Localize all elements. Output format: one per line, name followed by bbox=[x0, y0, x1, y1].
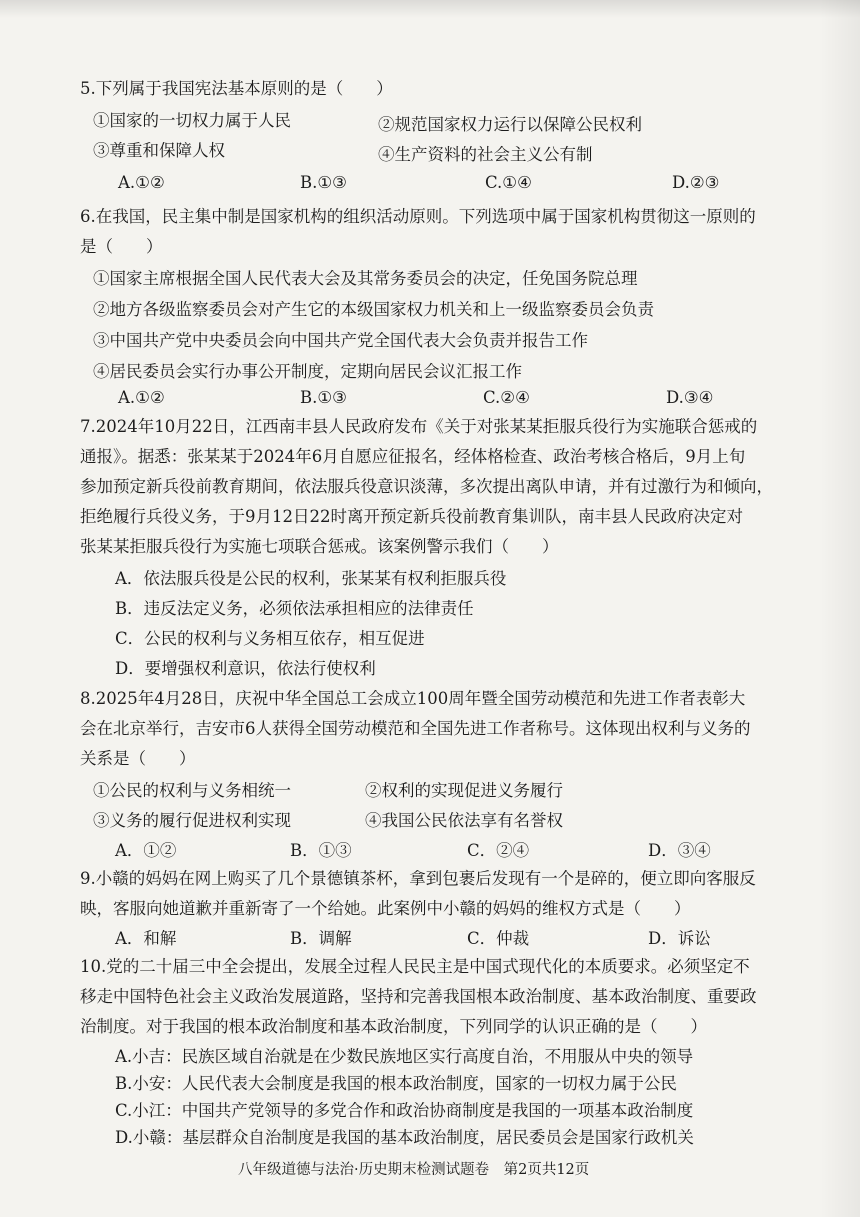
question-9-stem-line-1: 9.小赣的妈妈在网上购买了几个景德镇茶杯，拿到包裹后发现有一个是碎的，便立即向客服反 bbox=[80, 869, 756, 888]
question-10-option-c[interactable]: C.小江：中国共产党领导的多党合作和政治协商制度是我国的一项基本政治制度 bbox=[115, 1101, 694, 1120]
question-6-stem-line-1: 6.在我国，民主集中制是国家机构的组织活动原则。下列选项中属于国家机构贯彻这一原则的 bbox=[80, 207, 756, 226]
option-a[interactable]: A．①② bbox=[115, 841, 177, 860]
question-7-option-a[interactable]: A．依法服兵役是公民的权利，张某某有权利拒服兵役 bbox=[115, 569, 507, 588]
option-d[interactable]: D．诉讼 bbox=[648, 929, 711, 948]
question-6-item-3: ③中国共产党中央委员会向中国共产党全国代表大会负责并报告工作 bbox=[93, 331, 588, 350]
question-6-item-1: ①国家主席根据全国人民代表大会及其常务委员会的决定，任免国务院总理 bbox=[93, 269, 638, 288]
question-7-stem-line-5: 张某某拒服兵役行为实施七项联合惩戒。该案例警示我们（ ） bbox=[80, 537, 559, 556]
question-8-stem-line-3: 关系是（ ） bbox=[80, 749, 196, 768]
question-6-stem-line-2: 是（ ） bbox=[80, 237, 163, 256]
question-10-stem-line-2: 移走中国特色社会主义政治发展道路，坚持和完善我国根本政治制度、基本政治制度、重要政 bbox=[80, 987, 757, 1006]
option-b[interactable]: B．①③ bbox=[290, 841, 352, 860]
scan-shadow bbox=[0, 0, 860, 18]
question-7-option-d[interactable]: D．要增强权利意识，依法行使权利 bbox=[115, 659, 376, 678]
question-10-stem-line-1: 10.党的二十届三中全会提出，发展全过程人民民主是中国式现代化的本质要求。必须坚定不 bbox=[80, 957, 750, 976]
option-b[interactable]: B．调解 bbox=[290, 929, 352, 948]
question-7-stem-line-4: 拒绝履行兵役义务，于9月12日22时离开预定新兵役前教育集训队，南丰县人民政府决定对 bbox=[80, 507, 743, 526]
page-footer: 八年级道德与法治·历史期末检测试题卷 第2页共12页 bbox=[238, 1162, 590, 1178]
option-d[interactable]: D.③④ bbox=[666, 388, 714, 407]
question-8-options bbox=[0, 840, 860, 862]
option-a[interactable]: A．和解 bbox=[115, 929, 177, 948]
question-10-option-b[interactable]: B.小安：人民代表大会制度是我国的根本政治制度，国家的一切权力属于公民 bbox=[115, 1074, 677, 1093]
option-c[interactable]: C．仲裁 bbox=[467, 929, 530, 948]
question-8-item-3: ③义务的履行促进权利实现 bbox=[93, 811, 291, 830]
question-6-options bbox=[0, 387, 860, 409]
question-10-stem-line-3: 治制度。对于我国的根本政治制度和基本政治制度，下列同学的认识正确的是（ ） bbox=[80, 1017, 707, 1036]
option-b[interactable]: B.①③ bbox=[300, 173, 347, 192]
option-d[interactable]: D.②③ bbox=[672, 173, 720, 192]
option-b[interactable]: B.①③ bbox=[300, 388, 347, 407]
question-7-stem-line-3: 参加预定新兵役前教育期间，依法服兵役意识淡薄，多次提出离队申请，并有过激行为和倾向， bbox=[80, 477, 773, 496]
question-10-option-d[interactable]: D.小赣：基层群众自治制度是我国的基本政治制度，居民委员会是国家行政机关 bbox=[115, 1128, 694, 1147]
question-7-stem-line-1: 7.2024年10月22日，江西南丰县人民政府发布《关于对张某某拒服兵役行为实施联合惩戒的 bbox=[80, 417, 758, 436]
question-8-item-4: ④我国公民依法享有名誉权 bbox=[365, 811, 563, 830]
question-5-stem: 5.下列属于我国宪法基本原则的是（ ） bbox=[80, 79, 393, 98]
question-5-item-2: ②规范国家权力运行以保障公民权利 bbox=[378, 115, 642, 134]
option-d[interactable]: D．③④ bbox=[648, 841, 711, 860]
option-c[interactable]: C.②④ bbox=[483, 388, 530, 407]
question-5-item-4: ④生产资料的社会主义公有制 bbox=[378, 145, 593, 164]
option-c[interactable]: C.①④ bbox=[485, 173, 532, 192]
question-7-stem-line-2: 通报》。据悉：张某某于2024年6月自愿应征报名，经体格检查、政治考核合格后，9月上旬 bbox=[80, 447, 746, 466]
question-9-stem-line-2: 映，客服向她道歉并重新寄了一个给她。此案例中小赣的妈妈的维权方式是（ ） bbox=[80, 899, 691, 918]
question-10-option-a[interactable]: A.小吉：民族区域自治就是在少数民族地区实行高度自治，不用服从中央的领导 bbox=[115, 1047, 694, 1066]
question-6-item-4: ④居民委员会实行办事公开制度，定期向居民会议汇报工作 bbox=[93, 362, 522, 381]
question-6-item-2: ②地方各级监察委员会对产生它的本级国家权力机关和上一级监察委员会负责 bbox=[93, 300, 654, 319]
question-5-options bbox=[0, 172, 860, 194]
question-5-item-3: ③尊重和保障人权 bbox=[93, 141, 225, 160]
question-8-item-1: ①公民的权利与义务相统一 bbox=[93, 781, 291, 800]
option-a[interactable]: A.①② bbox=[118, 173, 165, 192]
question-9-options bbox=[0, 928, 860, 950]
question-5-item-1: ①国家的一切权力属于人民 bbox=[93, 111, 291, 130]
question-8-item-2: ②权利的实现促进义务履行 bbox=[365, 781, 563, 800]
question-7-option-c[interactable]: C．公民的权利与义务相互依存，相互促进 bbox=[115, 629, 425, 648]
question-7-option-b[interactable]: B．违反法定义务，必须依法承担相应的法律责任 bbox=[115, 599, 474, 618]
question-8-stem-line-2: 会在北京举行，吉安市6人获得全国劳动模范和全国先进工作者称号。这体现出权利与义务的 bbox=[80, 719, 751, 738]
question-8-stem-line-1: 8.2025年4月28日，庆祝中华全国总工会成立100周年暨全国劳动模范和先进工作者表彰大 bbox=[80, 689, 746, 708]
option-a[interactable]: A.①② bbox=[118, 388, 165, 407]
option-c[interactable]: C．②④ bbox=[467, 841, 530, 860]
